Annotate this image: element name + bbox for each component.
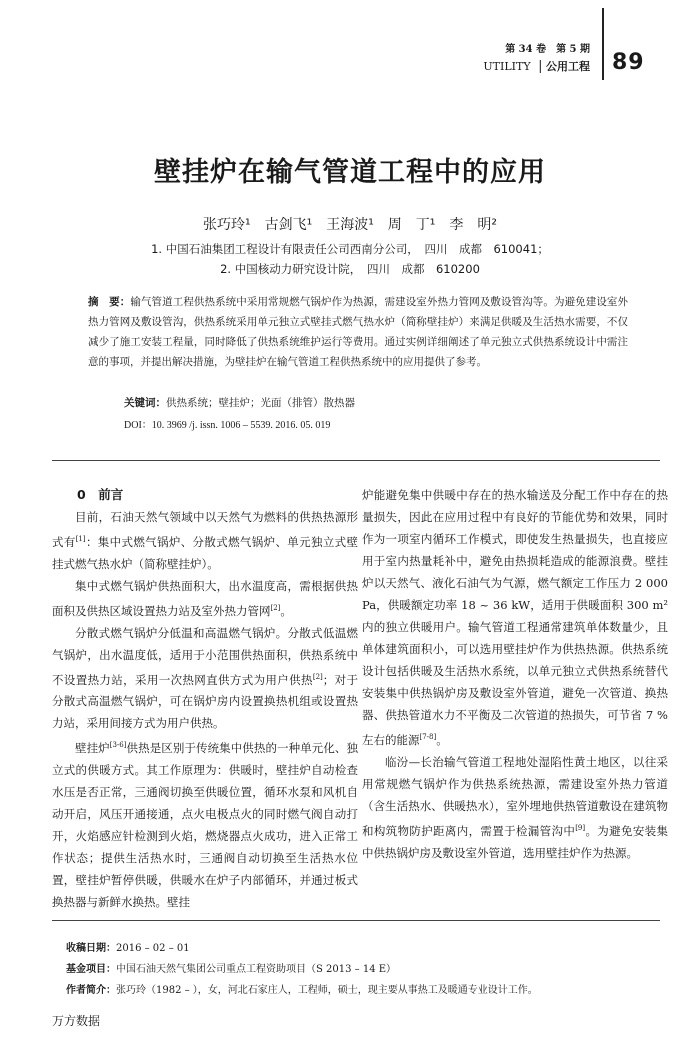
watermark: 万方数据 — [52, 1014, 101, 1028]
author-list: 张巧玲¹ 古剑飞¹ 王海波¹ 周 丁¹ 李 明² — [202, 217, 498, 233]
doi: DOI：10. 3969 /j. issn. 1006 – 5539. 2016. 05. 019 — [124, 420, 331, 431]
paragraph: 集中式燃气锅炉供热面积大，出水温度高，需根据供热面积及供热区域设置热力站及室外热力管网[2]。 — [52, 578, 358, 618]
header-divider — [602, 8, 604, 80]
paragraph: 临汾—长治输气管道工程地处湿陷性黄土地区，以往采用常规燃气锅炉作为供热系统热源，需建设室外热力管道（含生活热水、供暖热水），室外埋地供热管道敷设在建筑物和构筑物防护距离内，需置于检漏管沟中[9]。为避免安装集中供热锅炉房及敷设室外管道，选用壁挂炉作为热源。 — [362, 754, 669, 860]
page-number: 89 — [612, 50, 645, 75]
keywords-text: 供热系统；壁挂炉；光面（排管）散热器 — [166, 397, 355, 409]
author-bio: 作者简介：张巧玲（1982 – ），女，河北石家庄人，工程师，硕士，现主要从事热工及暖通专业设计工作。 — [66, 985, 538, 996]
fund-info: 基金项目：中国石油天然气集团公司重点工程资助项目（S 2013 – 14 E） — [66, 964, 397, 975]
body-left-column — [52, 484, 358, 913]
affiliation-1: 1. 中国石油集团工程设计有限责任公司西南分公司， 四川 成都 610041； — [151, 242, 549, 256]
journal-name-en: UTILITY — [483, 60, 531, 73]
abstract — [88, 292, 628, 372]
abstract-label: 摘 要： — [88, 296, 131, 308]
citation: [1] — [75, 535, 86, 543]
citation: [9] — [575, 823, 586, 832]
citation: [2] — [312, 672, 323, 681]
body-right-column — [362, 484, 668, 864]
affiliation-2: 2. 中国核动力研究设计院， 四川 成都 610200 — [220, 262, 480, 276]
paragraph: 分散式燃气锅炉分低温和高温燃气锅炉。分散式低温燃气锅炉，出水温度低，适用于小范围供热面积，供热系统中不设置热力站，采用一次热网直供方式为用户供热[2]；对于分散式高温燃气锅炉，可在锅炉房内设置换热机组或设置热力站，采用间接方式为用户供热。 — [52, 625, 359, 731]
citation: [7-8] — [419, 733, 437, 741]
paragraph: 壁挂炉[3-6]供热是区别于传统集中供热的一种单元化、独立式的供暖方式。其工作原理为：供暖时，壁挂炉自动检查水压是否正常，三通阀切换至供暖位置，循环水泵和风机自动开启，风压开通接通，点火电极点火的同时燃气阀自动打开，火焰感应针检测到火焰，燃烧器点火成功，进入正常工作状态；提供生活热水时，三通阀自动切换至生活热水位置，壁挂炉暂停供暖，供暖水在炉子内部循环，并通过板式换热器与新鲜水换热。壁挂 — [52, 741, 359, 910]
abstract-divider — [52, 460, 660, 461]
journal-name-cn: 公用工程 — [546, 60, 590, 73]
section-heading: 0 前言 — [77, 487, 124, 502]
paragraph: 目前，石油天然气领域中以天然气为燃料的供热热源形式有[1]：集中式燃气锅炉、分散式燃气锅炉、单元独立式壁挂式燃气热水炉（简称壁挂炉）。 — [52, 510, 358, 571]
citation: [3-6] — [109, 741, 127, 750]
issue-info: 第 34 卷 第 5 期 — [505, 44, 590, 55]
paper-title: 壁挂炉在输气管道工程中的应用 — [154, 157, 546, 188]
keywords — [124, 395, 355, 410]
received-date: 收稿日期：2016 – 02 – 01 — [66, 943, 190, 954]
journal-name: UTILITY | 公用工程 — [483, 59, 590, 74]
footnotes — [66, 938, 646, 1001]
citation: [2] — [270, 603, 281, 612]
footnote-divider — [52, 920, 660, 921]
keywords-label: 关键词： — [124, 397, 166, 409]
abstract-text: 输气管道工程供热系统中采用常规燃气锅炉作为热源，需建设室外热力管网及敷设管沟等。为避免建设室外热力管网及敷设管沟，供热系统采用单元独立式壁挂式燃气热水炉（简称壁挂炉）来满足供暖及生活热水需要，不仅减少了施工安装工程量，同时降低了供热系统维护运行等费用。通过实例详细阐述了单元独立式供热系统设计中需注意的事项，并提出解决措施，为壁挂炉在输气管道工程供热系统中的应用提供了参考。 — [88, 296, 629, 368]
paragraph: 炉能避免集中供暖中存在的热水输送及分配工作中存在的热量损失，因此在应用过程中有良好的节能优势和效果，同时作为一项室内循环工作模式，即使发生热量损失，也直接应用于室内热量耗补中，避免由热损耗造成的能源浪费。壁挂炉以天然气、液化石油气为气源，燃气额定工作压力 2 000 Pa，供暖额定功率 18 ~ 36 kW，适用于供暖面积 300 m² 内的独立供暖用户。输气管道工程通常建筑单体数量少，且单体建筑面积小，可以选用壁挂炉作为供热热源。供热系统设计包括供暖及生活热水系统，以单元独立式供热系统替代安装集中供热锅炉房及敷设室外管道，避免一次管道、换热器、供热管道水力不平衡及二次管道的热损失，可节省 7 %左右的能源[7-8]。 — [362, 488, 668, 747]
